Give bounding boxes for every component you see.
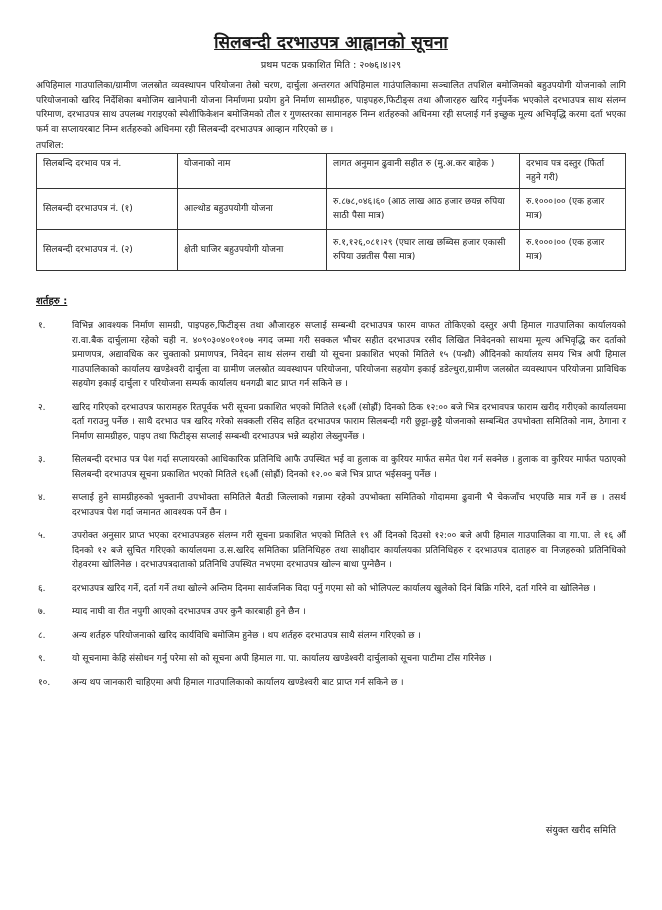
condition-text: अन्य थप जानकारी चाहिएमा अपी हिमाल गाउपालिकाको कार्यालय खण्डेश्वरी बाट प्राप्त गर्न सकिने छ । [72, 677, 404, 688]
condition-number: ३. [38, 455, 46, 465]
table-header-row [37, 154, 626, 189]
condition-item [36, 629, 626, 644]
condition-item [36, 453, 626, 482]
table-cell: रु.१०००।०० (एक हजार मात्र) [520, 230, 626, 271]
condition-number: २. [38, 402, 46, 413]
table-cell: आल्थोड बहुउपयोगी योजना [178, 189, 327, 230]
condition-number: ६. [38, 583, 46, 594]
table-cell: सिलबन्दी दरभाउपत्र नं. (१) [37, 189, 178, 230]
table-row [37, 230, 626, 271]
condition-number: १. [38, 321, 46, 331]
condition-item [36, 491, 626, 520]
conditions-list [36, 319, 626, 690]
condition-item [36, 582, 626, 597]
condition-text: उपरोक्त अनुसार प्राप्त भएका दरभाउपत्रहरु संलग्न गरी सूचना प्रकाशित भएको मितिले १९ औं दिनको दिउसो १२:०० बजे अपी हिमाल गाउपालिका वा गा.पा. ले १६ औं दिनको १२ बजे सुचित गरिएको कार्यालयमा उ.स.खरिद समितिका प्रतिनिधिहरु तथा साक्षीदार कार्यालयका प्रतिनिधिहरु र दरभाउपत्र दाताहरु वा निजहरुको प्रतिनिधिको रोहवरमा खोलिनेछ । दरभाउपत्रदाताको प्रतिनिधि उपस्थित नभएमा दरभाउपत्र खोल्न बाधा पुग्नेछैन । [72, 531, 626, 570]
publication-date: प्रथम पटक प्रकाशित मिति : २०७६।४।२९ [260, 60, 402, 71]
condition-text: सप्लाई हुने सामग्रीहरुको भुक्तानी उपभोक्ता समितिले बैतडी जिल्लाको गन्नामा रहेको उपभोक्ता समितिको गोदाममा ढुवानी भै चेकजाँच भएपछि मात्र गर्ने छ । तसर्थ दरभाउपत्र पेश गर्दा जमानत आवश्यक पर्ने छैन । [72, 493, 626, 518]
details-table [36, 153, 626, 271]
condition-number: ९. [38, 654, 46, 664]
condition-item [36, 676, 626, 691]
condition-text: यो सूचनामा केहि संसोधन गर्नु परेमा सो को सूचना अपी हिमाल गा. पा. कार्यालय खण्डेश्वरी दार्चुलाको सूचना पाटीमा टाँस गरिनेछ । [72, 654, 492, 664]
condition-text: अन्य शर्तहरु परियोजनाको खरिद कार्यविधि बमोजिम हुनेछ । थप शर्तहरु दरभाउपत्र साथै संलग्न गरिएको छ । [72, 630, 421, 641]
condition-text: म्याद नाघी वा रीत नपुगी आएको दरभाउपत्र उपर कुनै कारबाही हुने छैन । [72, 607, 306, 617]
condition-text: खरिद गरिएको दरभाउपत्र फारामहरु रितपूर्वक भरी सूचना प्रकाशित भएको मितिले १६औं (सोह्रौं) दिनको ठिक १२:०० बजे भित्र दरभावपत्र फाराम खरीद गरीएको कार्यालयमा दर्ता गराउनु पर्नेछ । साथै दरभाउ पत्र खरिद गरेको सक्कली रसिद सहित दरभाउपत्र फाराम सिलबन्दी गरी छुट्टा-छुट्टै योजनाको सम्बन्धित उपभोक्ता समितिको नाम, ठेगाना र निर्माण सामग्रीहरु, पाइप तथा फिटीङ्स सप्लाई सम्बन्धी दरभाउपत्र भन्ने ब्यहोरा लेख्नुपर्नेछ । [72, 402, 626, 442]
condition-item [36, 605, 626, 620]
condition-item [36, 529, 626, 573]
table-row [37, 189, 626, 230]
signature-committee: संयुक्त खरीद समिति [545, 825, 616, 836]
table-header-cell: लागत अनुमान ढुवानी सहीत रु (मु.अ.कर बाहेक ) [327, 154, 520, 189]
condition-number: ८. [38, 630, 46, 641]
table-cell: रु.८७८,०४६।६० (आठ लाख आठ हजार छयन्न रुपिया साठी पैसा मात्र) [327, 189, 520, 230]
table-cell: रु.१०००।०० (एक हजार मात्र) [520, 189, 626, 230]
condition-text: सिलबन्दी दरभाउ पत्र पेश गर्दा सप्लायरको आधिकारिक प्रतिनिधि आफै उपस्थित भई वा हुलाक वा कुरियर मार्फत समेत पेश गर्न सक्नेछ । हुलाक वा कुरियर मार्फत पठाएको सिलबन्दी दरभाउपत्र सूचना प्रकाशित भएको मितिले १६औं (सोह्रौं) दिनको १२.०० बजे भित्र प्राप्त भईसक्नु पर्नेछ । [72, 455, 626, 480]
condition-item [36, 652, 626, 667]
notice-title: सिलबन्दी दरभाउपत्र आह्वानको सूचना [214, 33, 448, 53]
condition-number: ५. [38, 531, 46, 541]
condition-text: दरभाउपत्र खरिद गर्ने, दर्ता गर्ने तथा खोल्ने अन्तिम दिनमा सार्वजनिक विदा पर्नु गएमा सो को भोलिपल्ट कार्यालय खुलेको दिनं बिक्रि गरिने, दर्ता गरिने वा खोलिनेछ । [72, 583, 596, 594]
table-header-cell: दरभाव पत्र दस्तुर (फिर्ता नहुने गरी) [520, 154, 626, 189]
table-cell: सिलबन्दी दरभाउपत्र नं. (२) [37, 230, 178, 271]
condition-item [36, 319, 626, 392]
table-cell: क्षेती घाजिर बहुउपयोगी योजना [178, 230, 327, 271]
table-cell: रु.१,१२६,०८१।२९ (एघार लाख छब्विस हजार एकासी रुपिया उन्नतीस पैसा मात्र) [327, 230, 520, 271]
conditions-heading: शर्तहरु : [36, 296, 68, 307]
intro-paragraph: अपिहिमाल गाउपालिका/ग्रामीण जलस्रोत व्यवस्थापन परियोजना तेस्रो चरण, दार्चुला अन्तरगत अपिहिमाल गाउंपालिकामा सञ्चालित तपशिल बमोजिमको बहुउपयोगी योजनाको लागि परियोजनाको खरिद निर्देशिका बमोजिम खानेपानी योजना निर्माणमा प्रयोग हुने निर्माण सामग्रीहरु, पाइपहरु,फिटीङ्स तथा औजारहरु खरिद गर्नुपर्नेक भएकोले दरभाउपत्र साथ संलग्न परिमाण, दरभाउपत्र साथ उपलब्ध गराइएको स्पेशीफिकेशन बमोजिमको तौल र गुणस्तरका सामानहरु निम्न शर्तहरुको अधिनमा रही सप्लाई गर्न इच्छुक मूल्य अभिवृद्धि करमा दर्ता भएका फर्म वा सप्लायरबाट निम्न शर्तहरुको अधिनमा रही सिलबन्दी दरभाउपत्र आव्हान गरिएको छ । [36, 81, 626, 135]
condition-number: ७. [38, 607, 46, 617]
table-header-cell: सिलबन्दि दरभाव पत्र नं. [37, 154, 178, 189]
table-header-cell: योजनाको नाम [178, 154, 327, 189]
table-caption: तपशिल: [36, 141, 64, 151]
condition-number: ४. [38, 493, 46, 503]
condition-text: विभिन्न आवश्यक निर्माण सामग्री, पाइपहरु,फिटीङ्स तथा औजारहरु सप्लाई सम्बन्धी दरभाउपत्र फारम वाफत तोकिएको दस्तुर अपी हिमाल गाउपालिका कार्यालयको रा.वा.बैक दार्चुलामा रहेको चही न. ४०९०३०४०१०१०७ नगद जम्मा गरी सक्कल भौचर सहीत दरभाउपत्र रसीद लिखित निवेदनको साथमा मूल्य अभिवृद्धि कर दर्ताको प्रमाणपत्र, अद्यावधिक कर चुक्ताको प्रमाणपत्र, निवेदन साथ संलग्न राखी यो सूचना प्रकाशित भएको मितिले १५ (पन्ध्रौ) औदिनको कार्यालय समय भित्र अपी हिमाल गाउपालिकाको कार्यालय खण्डेश्वरी दार्चुला वा ग्रामीण जलस्रोत व्यवस्थापन परियोजना, परियोजना सहयोग इकाई डडेल्धुरा,ग्रामीण जलस्रोत व्यवस्थापन परियोजना प्राविधिक सहयोग इकाई दार्चुला र परियोजना सम्पर्क कार्यालय धनगढी बाट प्राप्त गर्न सकिने छ । [72, 321, 626, 389]
condition-item [36, 401, 626, 445]
condition-number: १०. [38, 677, 51, 688]
